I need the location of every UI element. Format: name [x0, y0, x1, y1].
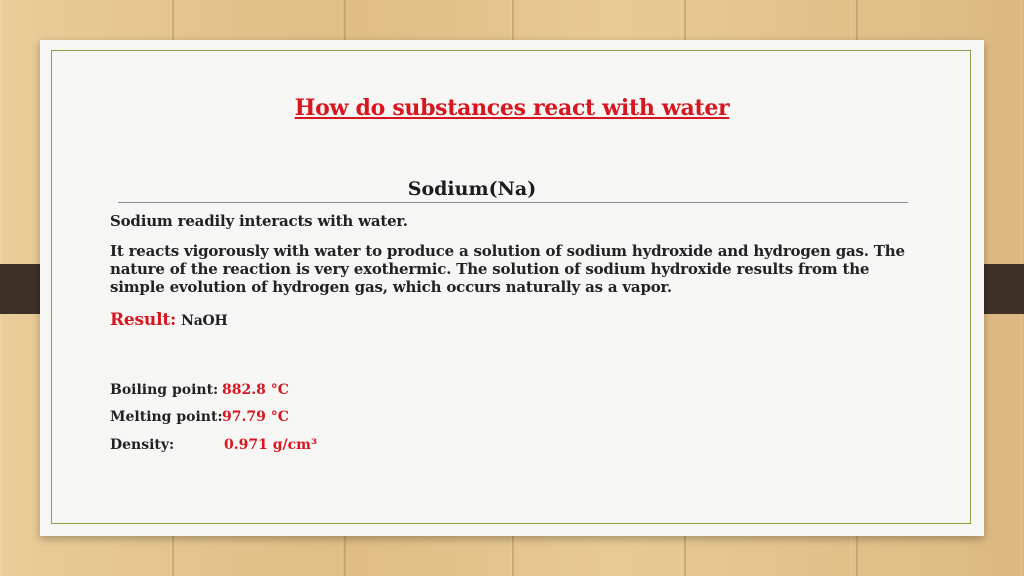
density-label: Density:: [110, 437, 175, 453]
intro-text: Sodium readily interacts with water.: [110, 212, 408, 230]
melting-point-value: 97.79 °C: [222, 409, 289, 425]
element-heading: Sodium(Na): [407, 178, 537, 200]
boiling-point-value: 882.8 °C: [222, 382, 289, 398]
heading-divider: [118, 202, 908, 203]
result-line: [110, 310, 228, 330]
slide-title: How do substances react with water: [294, 95, 730, 121]
description-paragraph: It reacts vigorously with water to produce a solution of sodium hydroxide and hydrogen gas. The nature of the reaction is very exothermic. The solution of sodium hydroxide results from the simple evolution of hydrogen gas, which occurs naturally as a vapor.: [110, 242, 905, 296]
density-value: 0.971 g/cm³: [224, 437, 318, 453]
boiling-point-label: Boiling point:: [110, 382, 219, 398]
melting-point-label: Melting point:: [110, 409, 223, 425]
result-value: NaOH: [181, 313, 228, 329]
result-label: Result:: [110, 310, 177, 330]
slide-card: [40, 40, 984, 536]
